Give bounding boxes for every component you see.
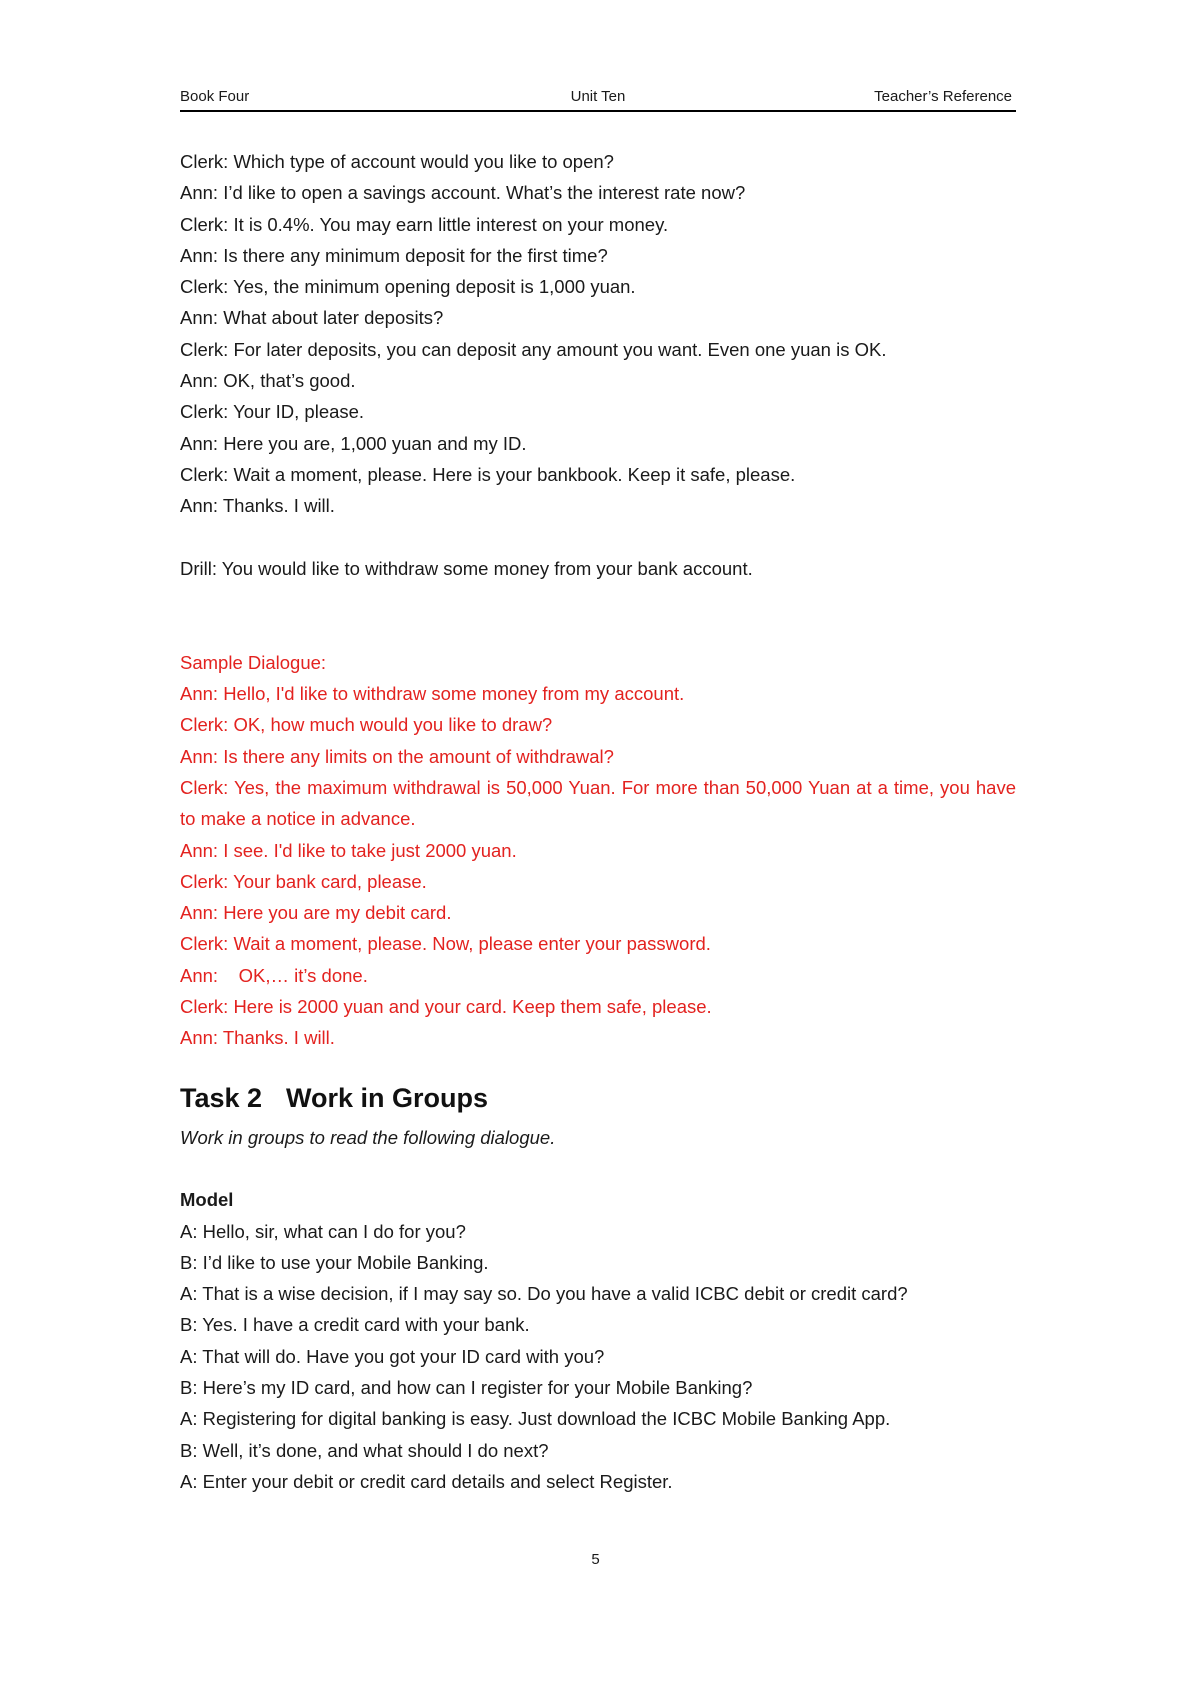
model-line: B: I’d like to use your Mobile Banking. xyxy=(180,1251,489,1273)
spacer xyxy=(180,522,1016,553)
sample-line: Clerk: Your bank card, please. xyxy=(180,870,427,892)
dialogue-line: Ann: OK, that’s good. xyxy=(180,370,356,392)
task-heading xyxy=(180,1076,1016,1120)
model-line: A: Hello, sir, what can I do for you? xyxy=(180,1220,466,1242)
dialogue-line: Ann: What about later deposits? xyxy=(180,307,444,329)
sample-line: Ann: I see. I'd like to take just 2000 yuan. xyxy=(180,839,517,861)
dialogue-account-opening xyxy=(180,146,1016,522)
model-line: B: Yes. I have a credit card with your bank. xyxy=(180,1314,530,1336)
page-body xyxy=(180,146,1016,1497)
model-line: B: Here’s my ID card, and how can I register for your Mobile Banking? xyxy=(180,1376,753,1398)
drill-prompt: Drill: You would like to withdraw some money from your bank account. xyxy=(180,557,753,579)
page-number: 5 xyxy=(591,1551,600,1568)
model-line: A: Enter your debit or credit card details and select Register. xyxy=(180,1470,673,1492)
sample-line: Ann: Hello, I'd like to withdraw some money from my account. xyxy=(180,683,685,705)
model-dialogue xyxy=(180,1184,1016,1497)
dialogue-line: Ann: Is there any minimum deposit for the first time? xyxy=(180,244,608,266)
page-header xyxy=(180,86,1016,112)
dialogue-line: Ann: Here you are, 1,000 yuan and my ID. xyxy=(180,432,527,454)
dialogue-line: Ann: I’d like to open a savings account. What’s the interest rate now? xyxy=(180,182,746,204)
header-reference: Teacher’s Reference xyxy=(874,88,1012,105)
spacer xyxy=(180,584,1016,647)
task-instruction: Work in groups to read the following dialogue. xyxy=(180,1126,556,1148)
model-line: A: That is a wise decision, if I may say so. Do you have a valid ICBC debit or credit card? xyxy=(180,1283,908,1305)
model-line: A: Registering for digital banking is easy. Just download the ICBC Mobile Banking App. xyxy=(180,1408,891,1430)
dialogue-line: Clerk: It is 0.4%. You may earn little interest on your money. xyxy=(180,213,669,235)
sample-line: Clerk: Yes, the maximum withdrawal is 50,000 Yuan. For more than 50,000 Yuan at a time, you have to make a notice in advance. xyxy=(180,776,1016,830)
model-line: A: That will do. Have you got your ID card with you? xyxy=(180,1345,605,1367)
dialogue-line: Clerk: Your ID, please. xyxy=(180,401,365,423)
model-label: Model xyxy=(180,1189,234,1211)
dialogue-line: Clerk: Which type of account would you like to open? xyxy=(180,151,614,172)
dialogue-line: Clerk: Yes, the minimum opening deposit is 1,000 yuan. xyxy=(180,276,636,298)
sample-line: Clerk: Wait a moment, please. Now, please enter your password. xyxy=(180,933,711,955)
header-book: Book Four xyxy=(180,88,250,105)
sample-dialogue-label: Sample Dialogue: xyxy=(180,651,327,673)
sample-line: Ann: Here you are my debit card. xyxy=(180,902,452,924)
sample-line: Clerk: Here is 2000 yuan and your card. Keep them safe, please. xyxy=(180,996,712,1018)
task-number: Task 2 xyxy=(180,1082,263,1113)
sample-line: Ann: OK,… it’s done. xyxy=(180,964,368,986)
spacer xyxy=(180,1153,1016,1184)
header-unit: Unit Ten xyxy=(570,88,626,105)
dialogue-line: Clerk: Wait a moment, please. Here is your bankbook. Keep it safe, please. xyxy=(180,463,796,485)
dialogue-line: Ann: Thanks. I will. xyxy=(180,495,335,517)
sample-dialogue xyxy=(180,647,1016,1054)
dialogue-line: Clerk: For later deposits, you can deposit any amount you want. Even one yuan is OK. xyxy=(180,338,887,360)
sample-line: Ann: Thanks. I will. xyxy=(180,1027,335,1049)
sample-line: Ann: Is there any limits on the amount of withdrawal? xyxy=(180,745,614,767)
model-line: B: Well, it’s done, and what should I do next? xyxy=(180,1439,549,1461)
task-title: Work in Groups xyxy=(286,1082,489,1113)
sample-line: Clerk: OK, how much would you like to draw? xyxy=(180,714,553,736)
